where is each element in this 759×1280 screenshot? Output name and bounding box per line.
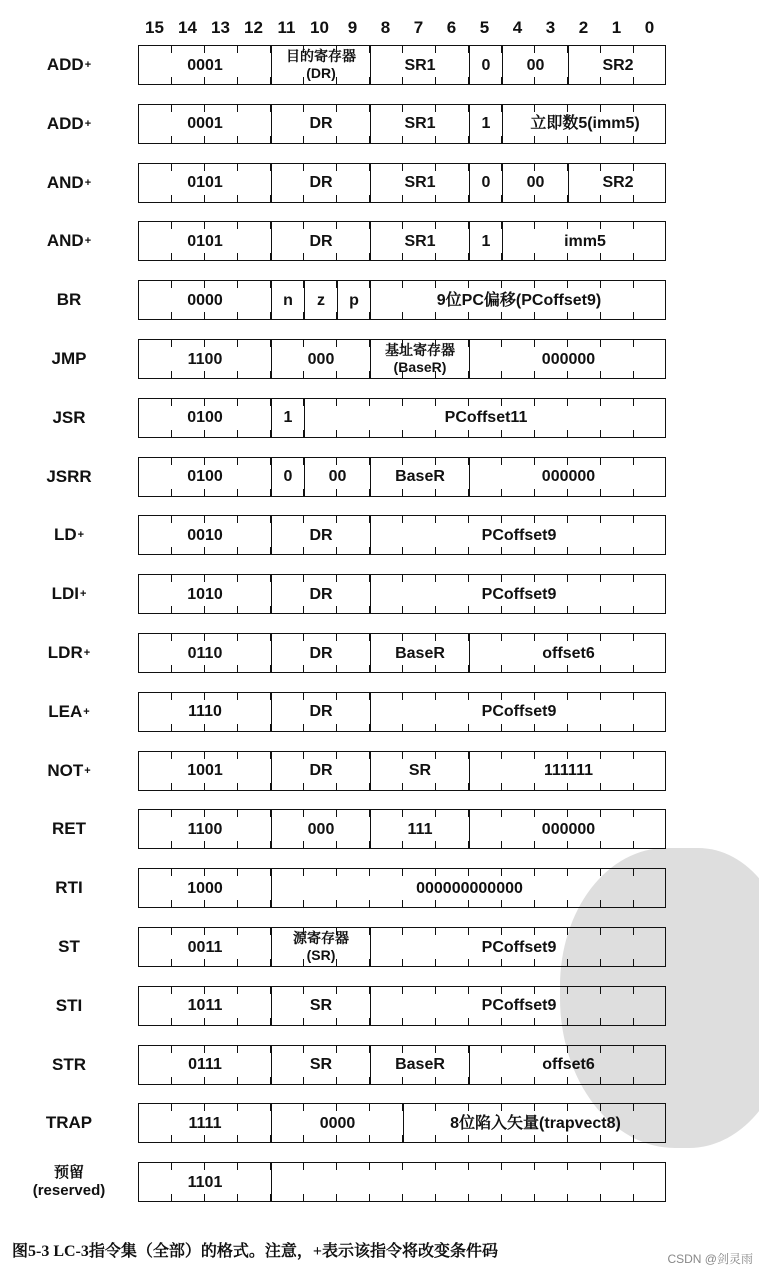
mnemonic-text: LDI bbox=[51, 584, 79, 604]
bit-field bbox=[271, 46, 370, 84]
field-label: SR bbox=[309, 1056, 333, 1074]
instruction-row bbox=[0, 515, 759, 555]
instruction-mnemonic bbox=[0, 339, 138, 379]
field-label: SR1 bbox=[404, 174, 436, 192]
instruction-row bbox=[0, 45, 759, 85]
field-label: 0 bbox=[481, 174, 491, 192]
instruction-row bbox=[0, 221, 759, 261]
field-label: SR1 bbox=[404, 115, 436, 133]
field-label: 1100 bbox=[187, 820, 223, 838]
bit-field bbox=[370, 1046, 469, 1084]
field-label: 基址寄存器 bbox=[385, 342, 455, 358]
field-label: 1 bbox=[481, 232, 491, 250]
instruction-format-box bbox=[138, 45, 666, 85]
instruction-mnemonic bbox=[0, 868, 138, 908]
figure-caption: 图5-3 LC-3指令集（全部）的格式。注意，+表示该指令将改变条件码 bbox=[12, 1243, 499, 1260]
field-label: n bbox=[283, 291, 293, 309]
instruction-row bbox=[0, 986, 759, 1026]
bit-field bbox=[568, 46, 667, 84]
field-label: imm5 bbox=[564, 232, 606, 250]
mnemonic-text: LEA bbox=[48, 701, 83, 721]
field-label: 0011 bbox=[187, 938, 223, 956]
field-label: 0000 bbox=[319, 1114, 356, 1132]
condition-code-plus: + bbox=[84, 117, 92, 130]
bit-field bbox=[469, 340, 667, 378]
instruction-row bbox=[0, 574, 759, 614]
mnemonic-text: ADD bbox=[46, 113, 84, 133]
field-label: 0 bbox=[481, 56, 491, 74]
instruction-mnemonic bbox=[0, 927, 138, 967]
bit-field bbox=[271, 752, 370, 790]
bit-number: 5 bbox=[479, 18, 490, 37]
instruction-row bbox=[0, 633, 759, 673]
field-label: SR2 bbox=[602, 56, 634, 74]
field-label: 立即数5(imm5) bbox=[530, 115, 640, 133]
field-label: 1110 bbox=[188, 703, 222, 721]
bit-field bbox=[469, 810, 667, 848]
field-label: 00 bbox=[328, 468, 347, 486]
bit-number: 2 bbox=[578, 18, 589, 37]
bit-field bbox=[139, 634, 271, 672]
mnemonic-text: ADD bbox=[46, 55, 84, 74]
field-label: 源寄存器 bbox=[293, 930, 349, 946]
instruction-mnemonic bbox=[0, 45, 138, 85]
bit-field bbox=[370, 46, 469, 84]
bit-field bbox=[304, 458, 370, 496]
field-label: SR1 bbox=[404, 56, 436, 74]
field-label: DR bbox=[309, 526, 333, 544]
bit-field bbox=[139, 752, 271, 790]
instruction-format-box bbox=[138, 809, 666, 849]
bit-field bbox=[271, 399, 304, 437]
field-label: BaseR bbox=[395, 1056, 445, 1074]
bit-field bbox=[139, 869, 271, 907]
instruction-format-box bbox=[138, 692, 666, 732]
bit-field bbox=[271, 1046, 370, 1084]
field-label: 0110 bbox=[187, 644, 223, 662]
bit-field bbox=[469, 105, 502, 143]
field-label: SR2 bbox=[602, 174, 634, 192]
bit-number: 3 bbox=[545, 18, 556, 37]
field-label: PCoffset9 bbox=[481, 938, 557, 956]
bit-field bbox=[370, 340, 469, 378]
bit-field bbox=[139, 1104, 271, 1142]
field-label: 目的寄存器 bbox=[286, 48, 356, 64]
bit-number: 11 bbox=[277, 18, 296, 37]
bit-field bbox=[304, 281, 337, 319]
mnemonic-text: AND bbox=[46, 231, 84, 251]
bit-number: 15 bbox=[145, 18, 164, 37]
instruction-format-box bbox=[138, 515, 666, 555]
bit-field bbox=[370, 987, 667, 1025]
condition-code-plus: + bbox=[84, 764, 91, 777]
bit-field bbox=[139, 1163, 271, 1201]
mnemonic-text: TRAP bbox=[45, 1113, 93, 1133]
bit-number: 12 bbox=[244, 18, 263, 37]
field-label: 0010 bbox=[187, 526, 223, 544]
mnemonic-text: RTI bbox=[55, 878, 83, 898]
bit-field bbox=[271, 105, 370, 143]
field-label: PCoffset9 bbox=[481, 997, 557, 1015]
bit-field bbox=[403, 1104, 667, 1142]
instruction-row bbox=[0, 280, 759, 320]
field-label: 0000 bbox=[187, 291, 223, 309]
bit-number: 4 bbox=[512, 18, 523, 37]
bit-field bbox=[271, 281, 304, 319]
bit-field bbox=[139, 693, 271, 731]
bit-field bbox=[139, 987, 271, 1025]
condition-code-plus: + bbox=[83, 705, 90, 718]
instruction-format-box bbox=[138, 574, 666, 614]
field-label: BaseR bbox=[395, 644, 445, 662]
bit-field bbox=[139, 1046, 271, 1084]
field-label: 000000 bbox=[541, 820, 596, 838]
bit-field bbox=[568, 164, 667, 202]
instruction-mnemonic bbox=[0, 515, 138, 555]
instruction-format-box bbox=[138, 221, 666, 261]
bit-field bbox=[271, 693, 370, 731]
bit-field bbox=[370, 458, 469, 496]
bit-field bbox=[139, 46, 271, 84]
field-label: offset6 bbox=[542, 1056, 595, 1074]
field-label: z bbox=[317, 291, 325, 309]
bit-field bbox=[139, 928, 271, 966]
csdn-watermark: CSDN @剑灵雨 bbox=[667, 1252, 753, 1266]
bit-field bbox=[370, 516, 667, 554]
field-label: 1 bbox=[481, 115, 491, 133]
bit-number: 1 bbox=[611, 18, 622, 37]
bit-number: 13 bbox=[211, 18, 230, 37]
mnemonic-text: LDR bbox=[47, 643, 83, 662]
bit-field bbox=[271, 1104, 403, 1142]
bit-field bbox=[139, 105, 271, 143]
condition-code-plus: + bbox=[79, 588, 87, 601]
field-label: 0100 bbox=[187, 409, 223, 427]
condition-code-plus: + bbox=[84, 235, 92, 248]
mnemonic-text: LD bbox=[53, 525, 77, 545]
bit-field bbox=[469, 458, 667, 496]
instruction-mnemonic bbox=[0, 1045, 138, 1085]
bit-field bbox=[370, 693, 667, 731]
field-label: DR bbox=[309, 232, 333, 250]
bit-field bbox=[271, 1163, 667, 1201]
instruction-mnemonic bbox=[0, 751, 138, 791]
field-label: 1010 bbox=[187, 585, 223, 603]
instruction-mnemonic bbox=[0, 457, 138, 497]
field-label: DR bbox=[309, 585, 333, 603]
field-label: SR bbox=[408, 762, 432, 780]
bit-number: 7 bbox=[413, 18, 424, 37]
bit-field bbox=[139, 458, 271, 496]
bit-field bbox=[469, 634, 667, 672]
field-label: 1011 bbox=[187, 997, 223, 1015]
field-label: 00 bbox=[526, 174, 545, 192]
field-label: (DR) bbox=[306, 65, 336, 81]
bit-field bbox=[337, 281, 370, 319]
bit-field bbox=[370, 164, 469, 202]
field-label: 0111 bbox=[188, 1056, 222, 1074]
field-label: DR bbox=[309, 115, 333, 133]
instruction-row bbox=[0, 751, 759, 791]
field-label: 1001 bbox=[187, 762, 223, 780]
field-label: 00 bbox=[526, 56, 545, 74]
field-label: PCoffset9 bbox=[481, 585, 557, 603]
bit-field bbox=[271, 458, 304, 496]
instruction-row bbox=[0, 339, 759, 379]
instruction-row bbox=[0, 1162, 759, 1202]
bit-field bbox=[502, 164, 568, 202]
condition-code-plus: + bbox=[83, 647, 91, 659]
bit-field bbox=[271, 810, 370, 848]
bit-number: 9 bbox=[347, 18, 358, 37]
field-label: 000000 bbox=[541, 350, 596, 368]
bit-field bbox=[271, 164, 370, 202]
field-label: 0101 bbox=[187, 174, 223, 192]
bit-field bbox=[502, 46, 568, 84]
bit-field bbox=[370, 752, 469, 790]
condition-code-plus: + bbox=[84, 59, 92, 71]
mnemonic-text: RET bbox=[52, 819, 86, 839]
bit-field bbox=[139, 281, 271, 319]
mnemonic-text: STI bbox=[55, 995, 83, 1015]
instruction-row bbox=[0, 927, 759, 967]
field-label: 1100 bbox=[187, 350, 223, 368]
field-label: 111 bbox=[407, 820, 433, 838]
bit-field bbox=[370, 634, 469, 672]
instruction-row bbox=[0, 163, 759, 203]
field-label: 0101 bbox=[187, 232, 223, 250]
instruction-mnemonic bbox=[0, 1158, 138, 1206]
bit-field bbox=[370, 928, 667, 966]
field-label: 8位陷入矢量(trapvect8) bbox=[450, 1114, 621, 1132]
instruction-mnemonic bbox=[0, 280, 138, 320]
bit-field bbox=[271, 340, 370, 378]
instruction-format-box bbox=[138, 163, 666, 203]
bit-field bbox=[370, 281, 667, 319]
bit-field bbox=[370, 575, 667, 613]
field-label: SR1 bbox=[404, 232, 436, 250]
instruction-format-box bbox=[138, 104, 666, 144]
bit-number: 6 bbox=[446, 18, 457, 37]
bit-field bbox=[271, 869, 667, 907]
bit-field bbox=[139, 222, 271, 260]
bit-field bbox=[271, 222, 370, 260]
condition-code-plus: + bbox=[84, 176, 92, 189]
bit-field bbox=[271, 575, 370, 613]
bit-field bbox=[469, 1046, 667, 1084]
field-label: 1111 bbox=[188, 1114, 222, 1132]
instruction-mnemonic bbox=[0, 1103, 138, 1143]
field-label: DR bbox=[309, 703, 333, 721]
field-label: p bbox=[349, 291, 359, 309]
field-label: BaseR bbox=[395, 468, 445, 486]
field-label: 111111 bbox=[544, 762, 593, 780]
instruction-row bbox=[0, 398, 759, 438]
instruction-row bbox=[0, 809, 759, 849]
instruction-format-box bbox=[138, 339, 666, 379]
field-label: 1101 bbox=[187, 1173, 223, 1191]
field-label: 000 bbox=[307, 350, 335, 368]
field-label: 0001 bbox=[187, 115, 223, 133]
mnemonic-line: 预留 bbox=[53, 1164, 84, 1182]
instruction-format-box bbox=[138, 633, 666, 673]
field-label: offset6 bbox=[542, 644, 595, 662]
bit-number: 8 bbox=[380, 18, 391, 37]
bit-field bbox=[469, 46, 502, 84]
bit-field bbox=[271, 516, 370, 554]
field-label: DR bbox=[309, 762, 333, 780]
bit-number: 10 bbox=[310, 18, 329, 37]
instruction-mnemonic bbox=[0, 633, 138, 673]
field-label: 000000 bbox=[541, 468, 596, 486]
field-label: DR bbox=[309, 174, 333, 192]
instruction-mnemonic bbox=[0, 809, 138, 849]
instruction-format-box bbox=[138, 1162, 666, 1202]
instruction-row bbox=[0, 868, 759, 908]
field-label: 000 bbox=[307, 820, 335, 838]
instruction-mnemonic bbox=[0, 398, 138, 438]
mnemonic-text: JSRR bbox=[46, 466, 92, 486]
bit-field bbox=[139, 164, 271, 202]
field-label: SR bbox=[309, 997, 333, 1015]
instruction-format-box bbox=[138, 868, 666, 908]
instruction-format-box bbox=[138, 751, 666, 791]
bit-number: 0 bbox=[644, 18, 655, 37]
bit-number-header bbox=[0, 0, 759, 40]
bit-field bbox=[271, 634, 370, 672]
bit-field bbox=[304, 399, 667, 437]
instruction-format-box bbox=[138, 280, 666, 320]
instruction-row bbox=[0, 104, 759, 144]
field-label: 000000000000 bbox=[416, 879, 523, 897]
mnemonic-line: (reserved) bbox=[32, 1182, 106, 1200]
mnemonic-text: JSR bbox=[52, 407, 86, 427]
instruction-row bbox=[0, 457, 759, 497]
bit-field bbox=[370, 222, 469, 260]
instruction-mnemonic bbox=[0, 692, 138, 732]
bit-field bbox=[271, 928, 370, 966]
field-label: (SR) bbox=[306, 947, 336, 963]
bit-field bbox=[502, 105, 667, 143]
bit-number: 14 bbox=[178, 18, 197, 37]
instruction-mnemonic bbox=[0, 574, 138, 614]
bit-field bbox=[370, 105, 469, 143]
instruction-row bbox=[0, 692, 759, 732]
mnemonic-text: BR bbox=[56, 290, 82, 310]
mnemonic-text: NOT bbox=[47, 760, 84, 780]
field-label: 1000 bbox=[187, 879, 223, 897]
instruction-format-box bbox=[138, 1103, 666, 1143]
field-label: 0100 bbox=[187, 468, 223, 486]
bit-field bbox=[139, 575, 271, 613]
instruction-format-box bbox=[138, 927, 666, 967]
instruction-format-box bbox=[138, 398, 666, 438]
bit-field bbox=[502, 222, 667, 260]
bit-field bbox=[469, 164, 502, 202]
bit-field bbox=[469, 752, 667, 790]
mnemonic-text: ST bbox=[58, 937, 80, 956]
instruction-row bbox=[0, 1103, 759, 1143]
field-label: DR bbox=[309, 644, 333, 662]
bit-field bbox=[469, 222, 502, 260]
instruction-format-box bbox=[138, 457, 666, 497]
bit-field bbox=[139, 340, 271, 378]
mnemonic-text: STR bbox=[52, 1054, 86, 1074]
instruction-format-box bbox=[138, 1045, 666, 1085]
instruction-mnemonic bbox=[0, 104, 138, 144]
field-label: 9位PC偏移(PCoffset9) bbox=[436, 291, 602, 309]
bit-field bbox=[370, 810, 469, 848]
field-label: 1 bbox=[283, 409, 293, 427]
mnemonic-text: AND bbox=[46, 172, 84, 192]
bit-field bbox=[139, 399, 271, 437]
field-label: PCoffset9 bbox=[481, 526, 557, 544]
instruction-mnemonic bbox=[0, 986, 138, 1026]
field-label: 0 bbox=[283, 468, 293, 486]
instruction-format-box bbox=[138, 986, 666, 1026]
condition-code-plus: + bbox=[77, 529, 85, 542]
field-label: PCoffset11 bbox=[444, 409, 528, 427]
bit-field bbox=[139, 810, 271, 848]
mnemonic-text: JMP bbox=[51, 349, 87, 368]
bit-field bbox=[139, 516, 271, 554]
field-label: PCoffset9 bbox=[481, 703, 557, 721]
field-label: 0001 bbox=[187, 56, 223, 74]
instruction-row bbox=[0, 1045, 759, 1085]
instruction-mnemonic bbox=[0, 163, 138, 203]
bit-field bbox=[271, 987, 370, 1025]
instruction-mnemonic bbox=[0, 221, 138, 261]
field-label: (BaseR) bbox=[393, 359, 447, 375]
